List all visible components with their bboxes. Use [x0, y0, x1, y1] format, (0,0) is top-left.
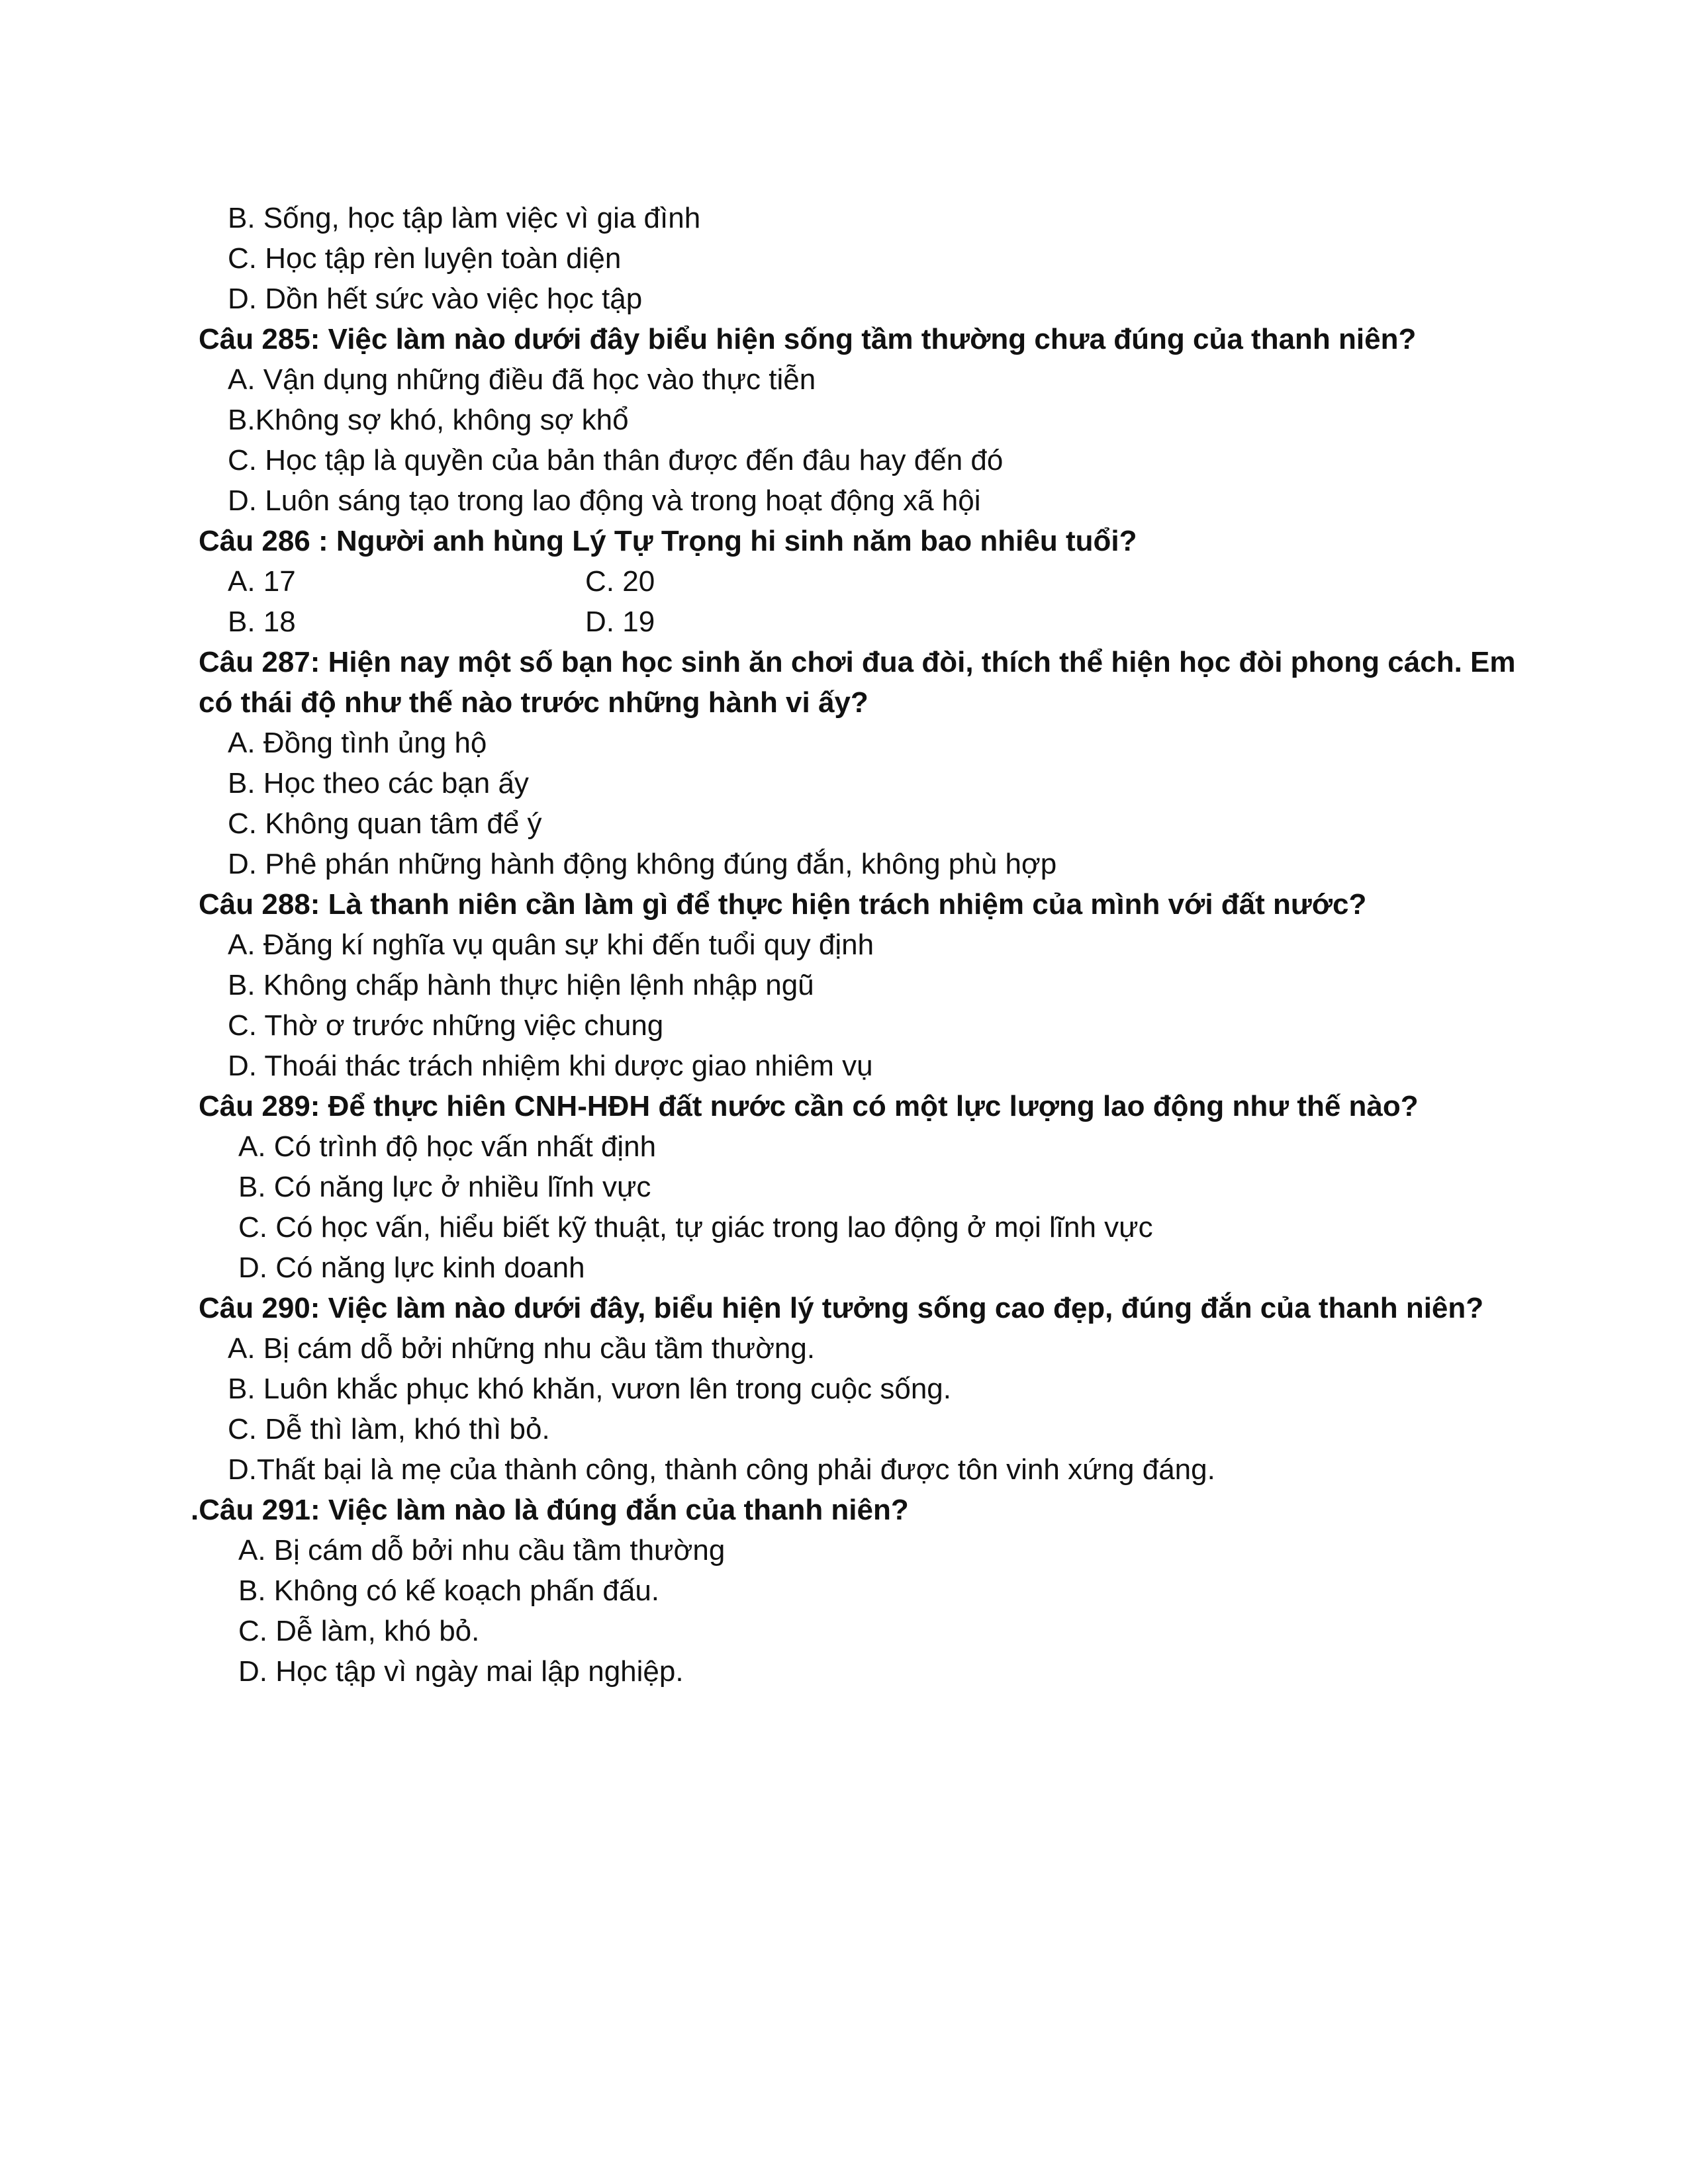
- question-287-continuation: có thái độ như thế nào trước những hành vi ấy?: [199, 686, 868, 719]
- option-text: B. 18: [228, 606, 296, 638]
- option-text: D. Dồn hết sức vào việc học tập: [228, 283, 643, 315]
- option-text: C. Có học vấn, hiểu biết kỹ thuật, tự giác trong lao động ở mọi lĩnh vực: [238, 1211, 1153, 1244]
- option-text: C. 20: [585, 565, 655, 598]
- option-text: A. Bị cám dỗ bởi nhu cầu tầm thường: [238, 1534, 726, 1567]
- option-text: B. Không có kế koạch phấn đấu.: [238, 1574, 660, 1607]
- option-text: A. Bị cám dỗ bởi những nhu cầu tầm thường.: [228, 1332, 816, 1365]
- option-text: B. Sống, học tập làm việc vì gia đình: [228, 202, 701, 234]
- option-text: B. Luôn khắc phục khó khăn, vươn lên trong cuộc sống.: [228, 1373, 951, 1405]
- option-text: D. Luôn sáng tạo trong lao động và trong hoạt động xã hội: [228, 484, 981, 517]
- option-text: D. Phê phán những hành động không đúng đắn, không phù hợp: [228, 848, 1057, 880]
- question-285: Câu 285: Việc làm nào dưới đây biểu hiện sống tầm thường chưa đúng của thanh niên?: [199, 323, 1417, 355]
- option-text: D. Học tập vì ngày mai lập nghiệp.: [238, 1655, 684, 1688]
- option-text: C. Dễ làm, khó bỏ.: [238, 1615, 480, 1647]
- option-text: C. Dễ thì làm, khó thì bỏ.: [228, 1413, 550, 1445]
- option-text: D. Thoái thác trách nhiệm khi dược giao nhiêm vụ: [228, 1050, 873, 1082]
- option-text: B. Không chấp hành thực hiện lệnh nhập ngũ: [228, 969, 814, 1001]
- option-text: C. Học tập rèn luyện toàn diện: [228, 242, 622, 275]
- option-text: C. Không quan tâm để ý: [228, 807, 542, 840]
- option-text: A. 17: [228, 565, 296, 598]
- option-text: B. Có năng lực ở nhiều lĩnh vực: [238, 1171, 651, 1203]
- option-text: B.Không sợ khó, không sợ khổ: [228, 404, 629, 436]
- option-text: D.Thất bại là mẹ của thành công, thành công phải được tôn vinh xứng đáng.: [228, 1453, 1215, 1486]
- option-text: A. Vận dụng những điều đã học vào thực tiễn: [228, 363, 816, 396]
- option-text: B. Học theo các bạn ấy: [228, 767, 529, 799]
- option-text: A. Đồng tình ủng hộ: [228, 727, 487, 759]
- question-289: Câu 289: Để thực hiên CNH-HĐH đất nước cần có một lực lượng lao động như thế nào?: [199, 1090, 1419, 1122]
- option-text: D. 19: [585, 606, 655, 638]
- question-287: Câu 287: Hiện nay một số bạn học sinh ăn chơi đua đòi, thích thể hiện học đòi phong cách. Em: [199, 646, 1516, 678]
- option-text: D. Có năng lực kinh doanh: [238, 1251, 585, 1284]
- question-290: Câu 290: Việc làm nào dưới đây, biểu hiện lý tưởng sống cao đẹp, đúng đắn của thanh niên?: [199, 1292, 1484, 1324]
- option-text: C. Thờ ơ trước những việc chung: [228, 1009, 664, 1042]
- option-text: A. Có trình độ học vấn nhất định: [238, 1130, 657, 1163]
- option-text: A. Đăng kí nghĩa vụ quân sự khi đến tuổi quy định: [228, 929, 874, 961]
- question-288: Câu 288: Là thanh niên cần làm gì để thực hiện trách nhiệm của mình với đất nước?: [199, 888, 1367, 921]
- question-286: Câu 286 : Người anh hùng Lý Tự Trọng hi sinh năm bao nhiêu tuổi?: [199, 525, 1137, 557]
- question-291: .Câu 291: Việc làm nào là đúng đắn của thanh niên?: [191, 1494, 909, 1526]
- option-text: C. Học tập là quyền của bản thân được đến đâu hay đến đó: [228, 444, 1004, 477]
